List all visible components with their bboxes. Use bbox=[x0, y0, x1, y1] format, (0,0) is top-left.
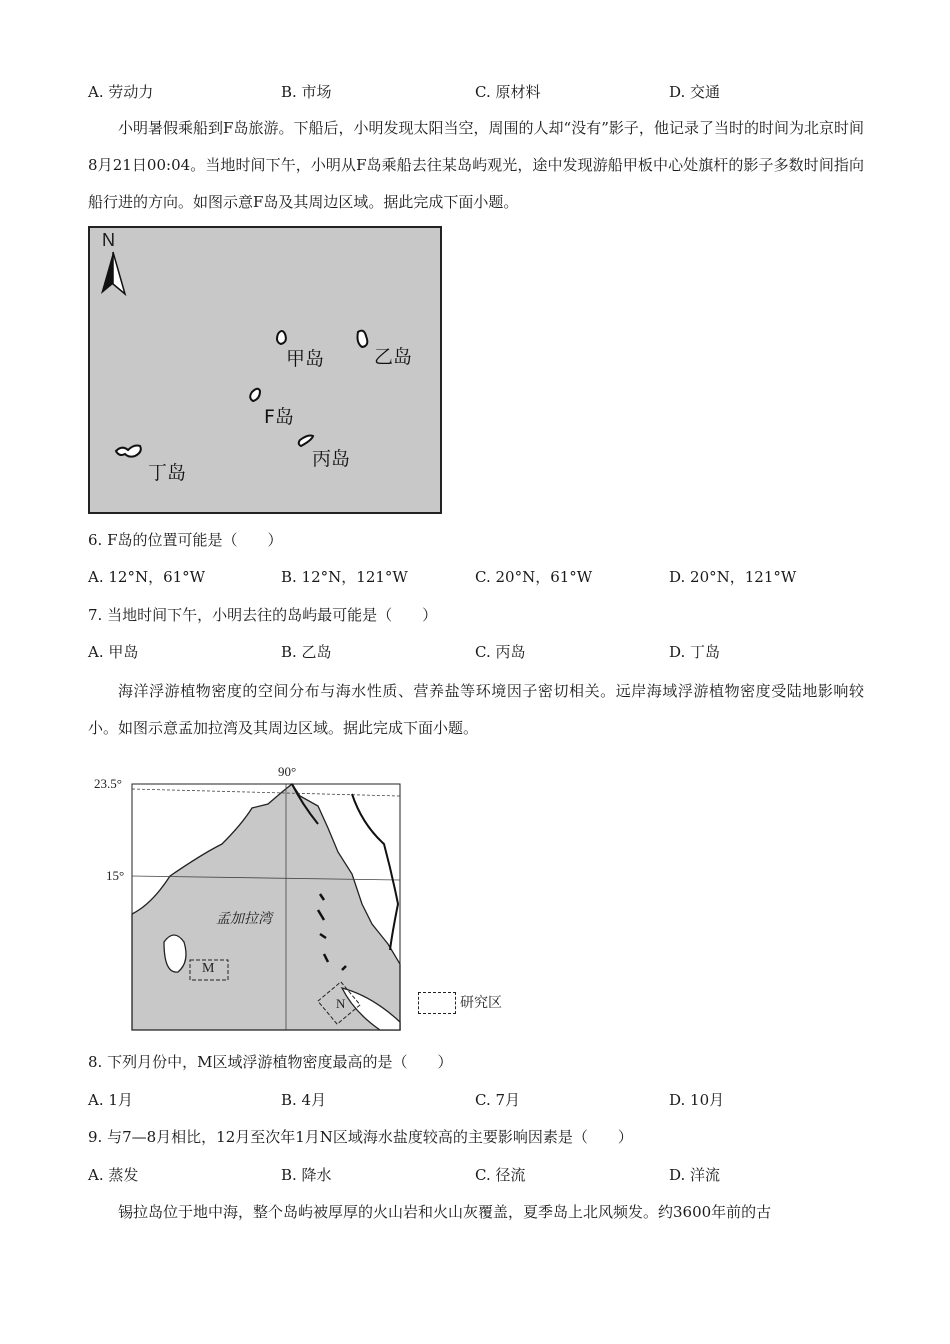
island-jia-shape bbox=[277, 331, 286, 344]
q5-option-c: C. 原材料 bbox=[475, 83, 541, 101]
region-n-label: N bbox=[336, 996, 346, 1011]
legend-research-area-box bbox=[418, 992, 456, 1014]
q9-option-d: D. 洋流 bbox=[669, 1166, 721, 1184]
bay-map-graphic bbox=[92, 764, 422, 1034]
passage-santorini: 锡拉岛位于地中海，整个岛屿被厚厚的火山岩和火山灰覆盖，夏季岛上北风频发。约3600年前的古 bbox=[118, 1203, 772, 1221]
island-shapes bbox=[90, 228, 440, 512]
island-bing-shape bbox=[299, 436, 313, 447]
q7-option-c: C. 丙岛 bbox=[475, 643, 526, 661]
bay-label: 孟加拉湾 bbox=[216, 912, 272, 927]
q7-option-a: A. 甲岛 bbox=[88, 643, 139, 661]
q8-option-a: A. 1月 bbox=[88, 1091, 133, 1109]
island-ding-label: 丁岛 bbox=[148, 462, 187, 484]
lon-90-label: 90° bbox=[278, 764, 297, 779]
q9-stem: 9. 与7—8月相比，12月至次年1月N区域海水盐度较高的主要影响因素是（ ） bbox=[88, 1128, 633, 1146]
map-f-island bbox=[88, 226, 442, 514]
q6-option-d: D. 20°N，121°W bbox=[669, 568, 797, 586]
island-bing-label: 丙岛 bbox=[312, 448, 351, 470]
passage-bay-of-bengal: 海洋浮游植物密度的空间分布与海水性质、营养盐等环境因子密切相关。远岸海域浮游植物密度受陆地影响较小。如图示意孟加拉湾及其周边区域。据此完成下面小题。 bbox=[88, 682, 864, 737]
region-m-label: M bbox=[202, 961, 215, 976]
lat-15-label: 15° bbox=[106, 868, 125, 883]
q8-option-b: B. 4月 bbox=[281, 1091, 327, 1109]
q8-option-d: D. 10月 bbox=[669, 1091, 725, 1109]
q5-option-a: A. 劳动力 bbox=[88, 83, 154, 101]
q6-stem: 6. F岛的位置可能是（ ） bbox=[88, 531, 283, 549]
north-label: N bbox=[102, 230, 115, 250]
q6-option-a: A. 12°N，61°W bbox=[88, 568, 206, 586]
q9-option-c: C. 径流 bbox=[475, 1166, 526, 1184]
island-yi-shape bbox=[358, 331, 368, 347]
lat-23-5-label: 23.5° bbox=[94, 776, 122, 791]
q6-option-b: B. 12°N，121°W bbox=[281, 568, 408, 586]
island-jia-label: 甲岛 bbox=[286, 348, 325, 370]
q7-stem: 7. 当地时间下午，小明去往的岛屿最可能是（ ） bbox=[88, 606, 438, 624]
q7-option-d: D. 丁岛 bbox=[669, 643, 721, 661]
island-f-label: F岛 bbox=[264, 406, 294, 428]
q9-option-b: B. 降水 bbox=[281, 1166, 332, 1184]
q8-stem: 8. 下列月份中，M区域浮游植物密度最高的是（ ） bbox=[88, 1053, 453, 1071]
q6-option-c: C. 20°N，61°W bbox=[475, 568, 593, 586]
passage-f-island: 小明暑假乘船到F岛旅游。下船后，小明发现太阳当空，周围的人却“没有”影子，他记录了当时的时间为北京时间8月21日00:04。当地时间下午，小明从F岛乘船去往某岛屿观光，途中发现游船甲板中心处旗杆的影子多数时间指向船行进的方向。如图示意F岛及其周边区域。据此完成下面小题。 bbox=[88, 119, 864, 211]
legend-research-area-label: 研究区 bbox=[460, 996, 502, 1011]
q9-option-a: A. 蒸发 bbox=[88, 1166, 139, 1184]
q8-option-c: C. 7月 bbox=[475, 1091, 521, 1109]
q7-option-b: B. 乙岛 bbox=[281, 643, 332, 661]
map-bay-of-bengal bbox=[92, 764, 422, 1034]
island-f-shape bbox=[250, 389, 260, 401]
island-ding-shape bbox=[116, 446, 141, 457]
island-yi-label: 乙岛 bbox=[374, 346, 413, 368]
q5-option-d: D. 交通 bbox=[669, 83, 721, 101]
q5-option-b: B. 市场 bbox=[281, 83, 332, 101]
